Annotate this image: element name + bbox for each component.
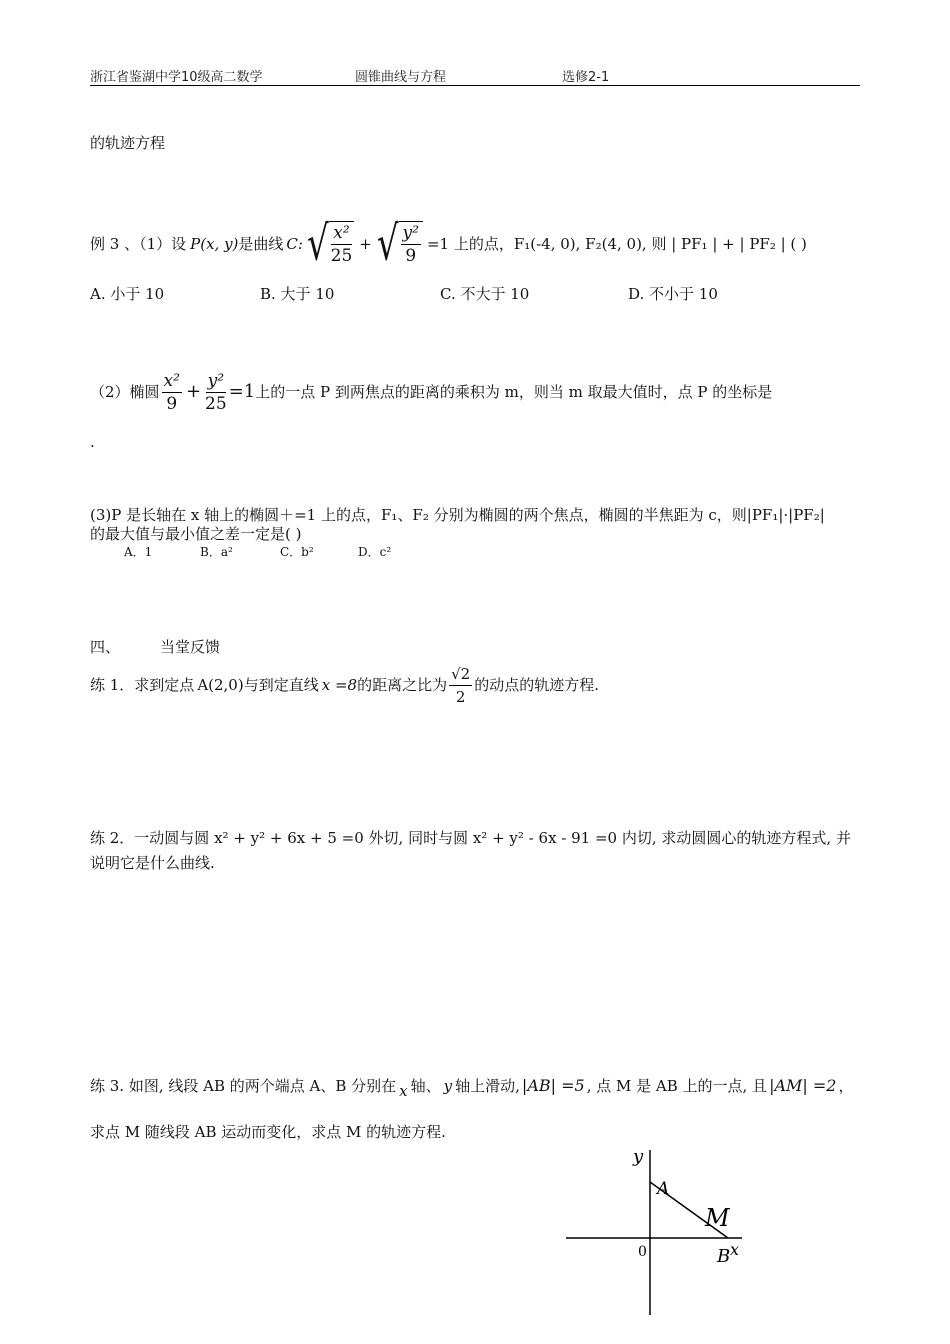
p2-frac1-den: 9 bbox=[166, 393, 178, 414]
radical-sign: √ bbox=[376, 216, 399, 272]
prac3-y: y bbox=[443, 1077, 453, 1095]
prac2-line2: 说明它是什么曲线. bbox=[90, 854, 215, 872]
header-rule bbox=[90, 85, 860, 86]
origin-label: 0 bbox=[638, 1244, 647, 1260]
prac3-am: |AM| =2 bbox=[769, 1076, 837, 1095]
ex3-part2 bbox=[90, 364, 772, 420]
ex3-p1-mid: 是曲线 bbox=[238, 235, 284, 253]
ex3-p1-point: P(x, y) bbox=[190, 235, 239, 253]
frac1-den: 25 bbox=[330, 246, 353, 266]
prac1-point: A(2,0) bbox=[197, 676, 244, 694]
prac1-prefix: 练 1．求到定点 bbox=[90, 676, 195, 694]
section4-title: 当堂反馈 bbox=[160, 638, 221, 656]
ex3-plus: + bbox=[359, 235, 372, 253]
frac1-num: x² bbox=[333, 223, 350, 243]
prac1-mid: 与到定直线 bbox=[243, 676, 319, 694]
p2-answer-dot: . bbox=[90, 433, 95, 451]
prac3-line1-d: , 点 M 是 AB 上的一点, 且 bbox=[586, 1077, 768, 1095]
prac2-line1: 练 2．一动圆与圆 x² + y² + 6x + 5 =0 外切, 同时与圆 x² + y² - 6x - 91 =0 内切, 求动圆圆心的轨迹方程式, 并 bbox=[90, 829, 851, 847]
ex3-option-b: B. 大于 10 bbox=[260, 285, 335, 303]
point-a-label: A bbox=[657, 1179, 670, 1199]
prac1-tail: 的动点的轨迹方程. bbox=[474, 676, 599, 694]
ex3-eq-tail: =1 上的点， bbox=[426, 235, 514, 253]
y-axis-label: y bbox=[633, 1146, 644, 1167]
prac3-ab: |AB| =5 bbox=[521, 1076, 585, 1095]
coordinate-figure bbox=[560, 1140, 760, 1320]
prac3-line2: 求点 M 随线段 AB 运动而变化，求点 M 的轨迹方程. bbox=[90, 1123, 446, 1141]
point-b-label: B bbox=[717, 1246, 731, 1267]
fragment-text: 的轨迹方程 bbox=[90, 134, 166, 152]
ex3-p1-prefix: 例 3 、（1）设 bbox=[90, 235, 187, 253]
radical-sign: √ bbox=[306, 216, 329, 272]
prac1-frac-den: 2 bbox=[455, 687, 466, 706]
ex3-p3-option-a: A．1 bbox=[124, 545, 153, 559]
ex3-option-a: A. 小于 10 bbox=[90, 285, 165, 303]
point-m-label: M bbox=[705, 1204, 730, 1232]
frac2-den: 9 bbox=[405, 246, 417, 266]
x-axis-label: x bbox=[730, 1240, 740, 1259]
ex3-option-c: C. 不大于 10 bbox=[440, 285, 530, 303]
prac1-ratio-text: 的距离之比为 bbox=[357, 676, 448, 694]
p2-frac2-num: y² bbox=[207, 370, 225, 391]
section4-number: 四、 bbox=[90, 638, 121, 656]
ex3-p1-curve: C: bbox=[286, 235, 303, 253]
ex3-p3-option-c: C．b² bbox=[280, 545, 314, 559]
prac3-line1-b: 轴、 bbox=[410, 1077, 441, 1095]
ex3-p3-line2: 的最大值与最小值之差一定是( ) bbox=[90, 525, 302, 543]
prac1-frac-num: √2 bbox=[449, 663, 472, 686]
ex3-option-d: D. 不小于 10 bbox=[628, 285, 718, 303]
sqrt-frac2 bbox=[376, 216, 423, 272]
frac2-num: y² bbox=[402, 223, 419, 243]
ex3-p2-prefix: （2）椭圆 bbox=[90, 383, 160, 401]
sqrt-frac1 bbox=[306, 216, 354, 272]
header-school: 浙江省鉴湖中学10级高二数学 bbox=[90, 70, 263, 85]
p2-frac1-num: x² bbox=[163, 370, 180, 391]
prac1-line-eq: x =8 bbox=[321, 676, 358, 694]
ex3-foci: F₁(-4, 0), F₂(4, 0), 则 | PF₁ | + | PF₂ | ( ) bbox=[513, 235, 807, 253]
header-topic: 圆锥曲线与方程 bbox=[355, 70, 447, 85]
p2-plus: + bbox=[185, 381, 202, 402]
prac3-line1-c: 轴上滑动, bbox=[455, 1077, 520, 1095]
header-course: 选修2-1 bbox=[562, 70, 610, 85]
p2-text: 上的一点 P 到两焦点的距离的乘积为 m，则当 m 取最大值时，点 P 的坐标是 bbox=[255, 383, 773, 401]
p2-frac2-den: 25 bbox=[205, 393, 227, 414]
ex3-p3-line1: (3)P 是长轴在 x 轴上的椭圆＋=1 上的点，F₁、F₂ 分别为椭圆的两个焦点，椭圆的半焦距为 c，则|PF₁|·|PF₂| bbox=[90, 506, 825, 524]
ex3-p3-option-b: B．a² bbox=[200, 545, 233, 559]
prac3-comma: ， bbox=[838, 1077, 854, 1095]
prac3-line1-a: 练 3. 如图, 线段 AB 的两个端点 A、B 分别在 bbox=[90, 1077, 397, 1095]
prac3-line1 bbox=[90, 1072, 853, 1100]
p2-eq: =1 bbox=[228, 381, 256, 402]
prac1-line bbox=[90, 660, 599, 710]
ex3-p3-option-d: D．c² bbox=[358, 545, 392, 559]
ex3-part1 bbox=[90, 214, 807, 274]
prac3-x: x bbox=[399, 1082, 408, 1100]
